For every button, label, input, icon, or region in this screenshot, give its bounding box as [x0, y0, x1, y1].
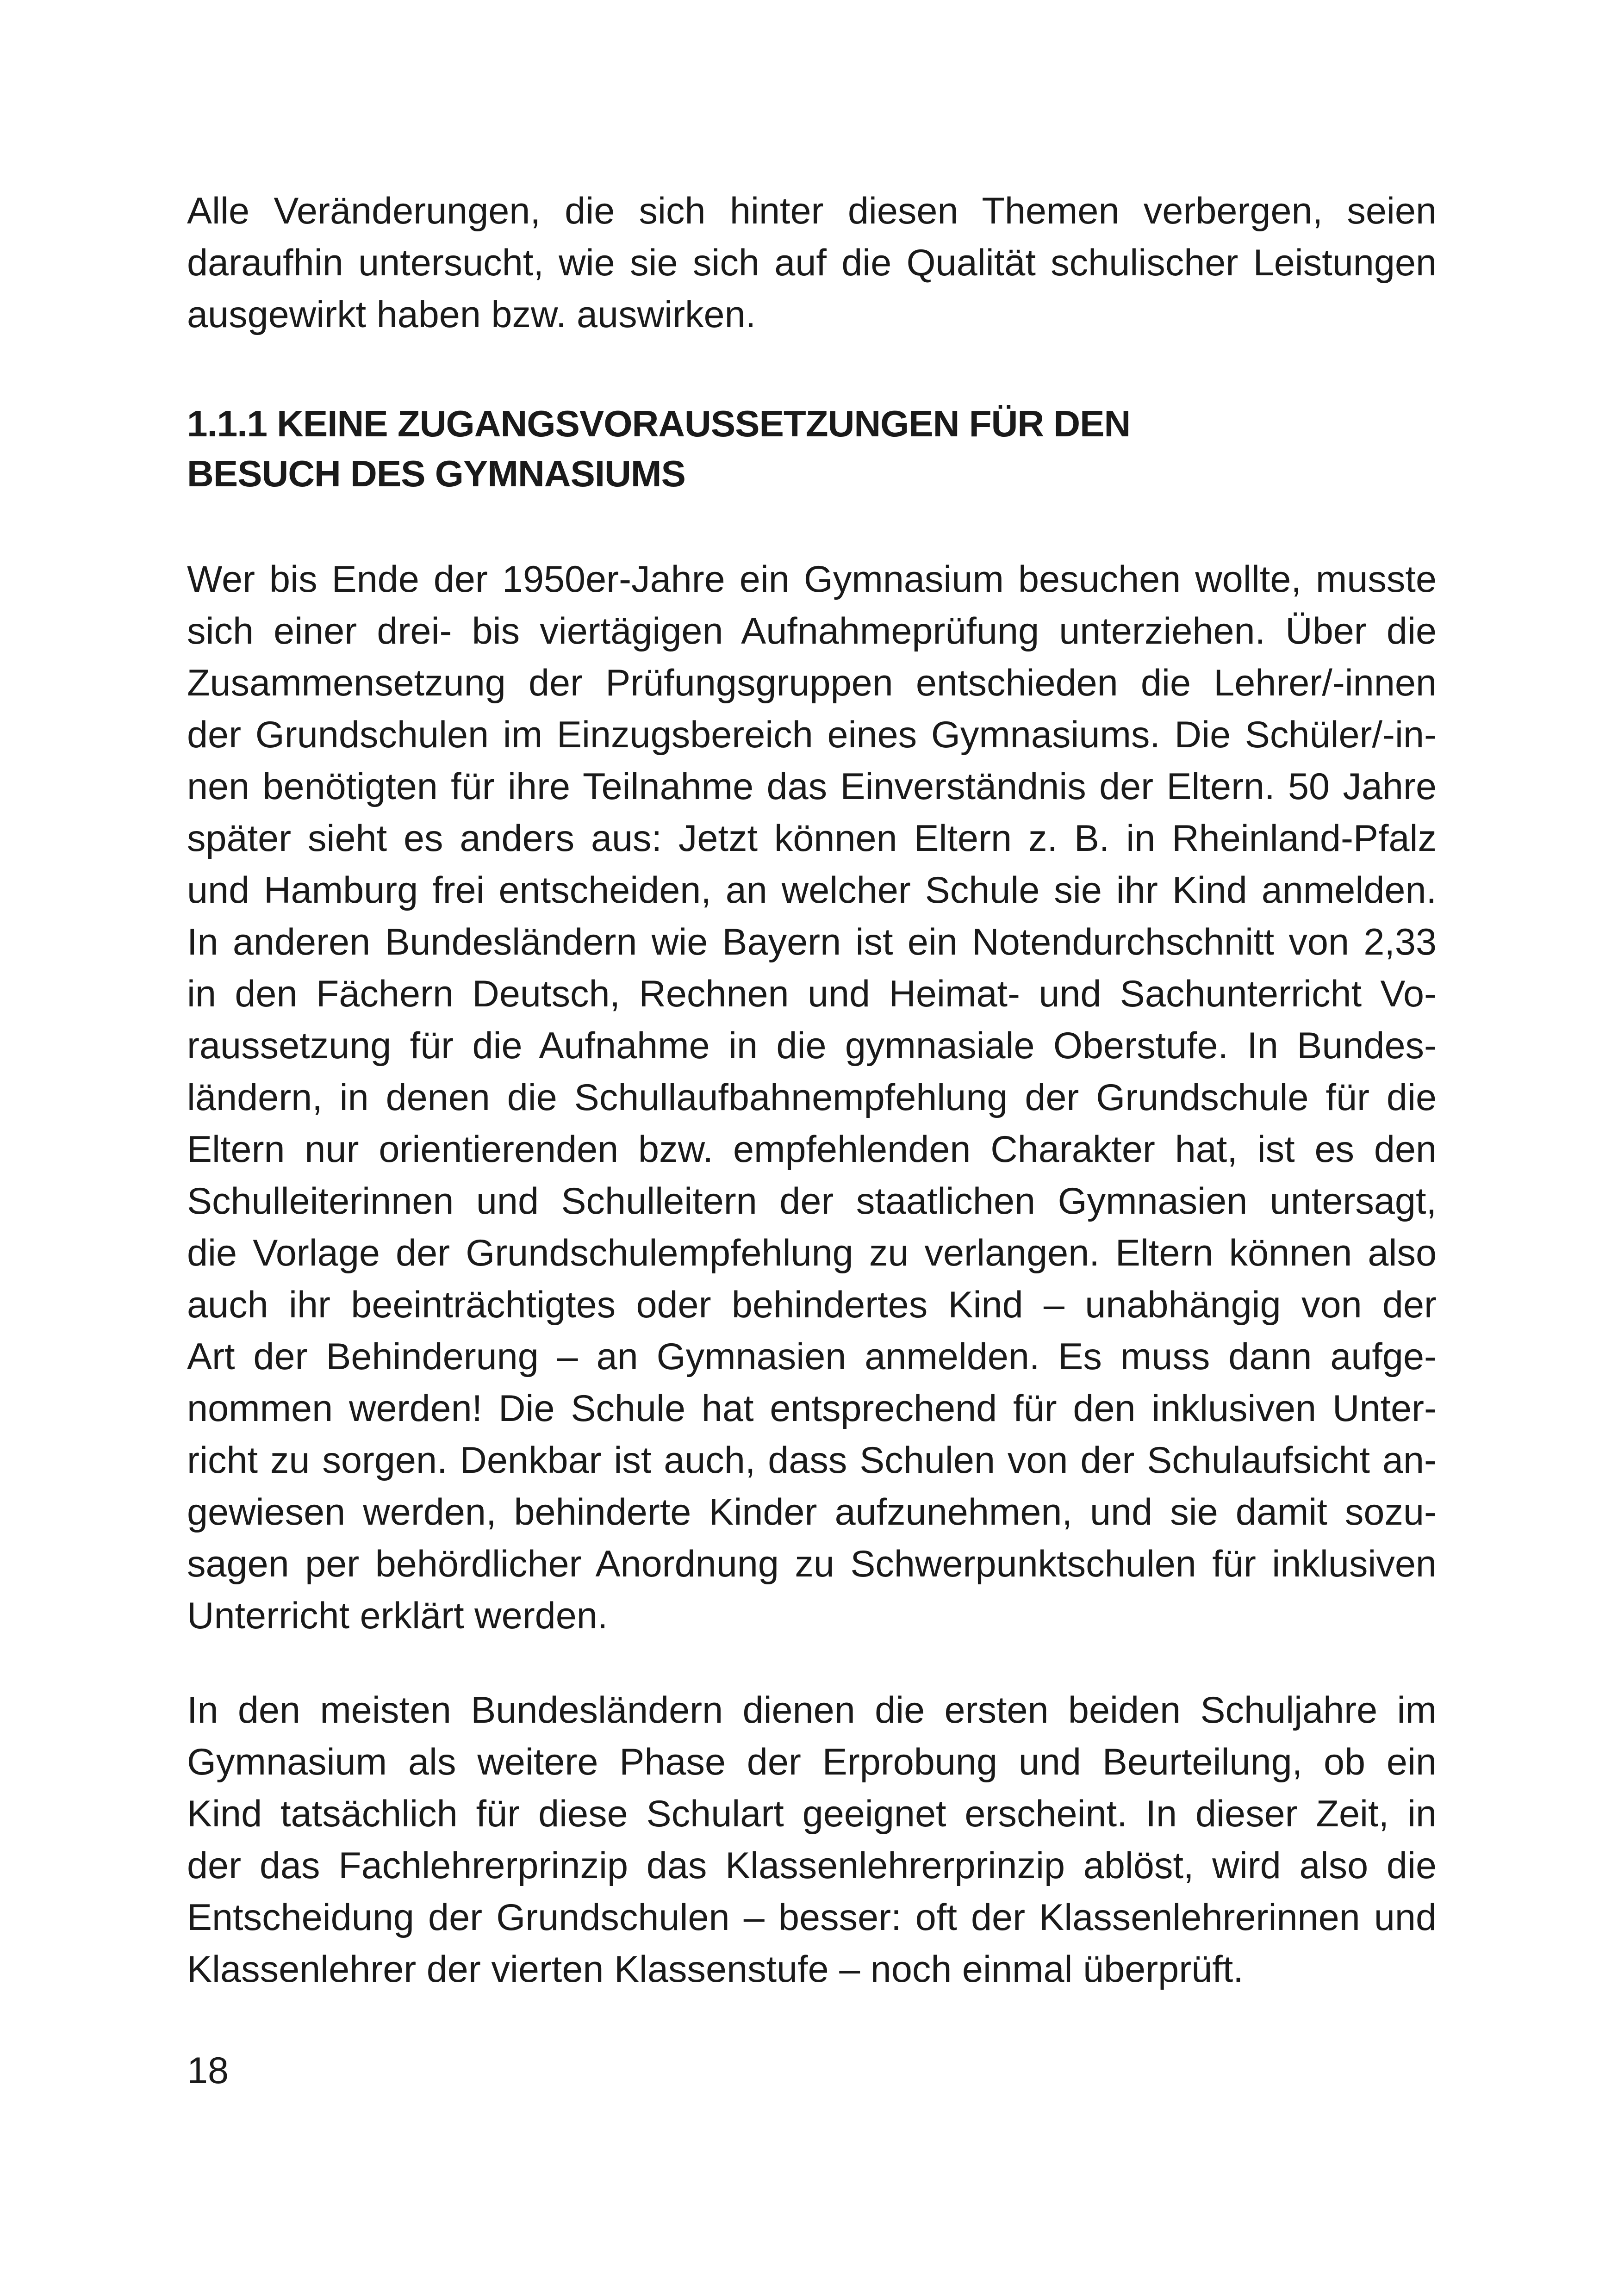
- section-heading: [187, 399, 1437, 499]
- text-line: Klassenlehrer der vierten Klassenstufe – noch einmal überprüft.: [187, 1948, 1244, 1990]
- page-number: 18: [187, 2050, 229, 2091]
- intro-paragraph: [187, 185, 1437, 341]
- text-line: in den Fächern Deutsch, Rechnen und Heimat- und Sachunterricht Vo-: [187, 973, 1437, 1015]
- text-line: auch ihr beeinträchtigtes oder behindertes Kind – unabhängig von der: [187, 1284, 1437, 1326]
- text-line: Wer bis Ende der 1950er-Jahre ein Gymnasium besuchen wollte, musste: [187, 558, 1437, 600]
- text-line: Alle Veränderungen, die sich hinter diesen Themen verbergen, seien: [187, 190, 1437, 232]
- text-line: und Hamburg frei entscheiden, an welcher Schule sie ihr Kind anmelden.: [187, 869, 1437, 911]
- text-line: die Vorlage der Grundschulempfehlung zu verlangen. Eltern können also: [187, 1232, 1437, 1274]
- text-line: der Grundschulen im Einzugsbereich eines Gymnasiums. Die Schüler/-in-: [187, 714, 1437, 756]
- text-line: nen benötigten für ihre Teilnahme das Einverständnis der Eltern. 50 Jahre: [187, 766, 1437, 807]
- text-line: daraufhin untersucht, wie sie sich auf die Qualität schulischer Leistungen: [187, 242, 1437, 284]
- text-line: der das Fachlehrerprinzip das Klassenlehrerprinzip ablöst, wird also die: [187, 1845, 1437, 1886]
- text-line: Entscheidung der Grundschulen – besser: oft der Klassenlehrerinnen und: [187, 1897, 1437, 1938]
- text-line: Schulleiterinnen und Schulleitern der staatlichen Gymnasien untersagt,: [187, 1180, 1437, 1222]
- text-line: Kind tatsächlich für diese Schulart geeignet erscheint. In dieser Zeit, in: [187, 1793, 1437, 1835]
- body-paragraph-2: [187, 1684, 1437, 1995]
- text-line: ausgewirkt haben bzw. auswirken.: [187, 294, 756, 335]
- body-paragraph-1: [187, 553, 1437, 1642]
- text-line: Unterricht erklärt werden.: [187, 1595, 608, 1637]
- text-line: raussetzung für die Aufnahme in die gymnasiale Oberstufe. In Bundes-: [187, 1025, 1437, 1067]
- text-line: richt zu sorgen. Denkbar ist auch, dass Schulen von der Schulaufsicht an-: [187, 1440, 1437, 1481]
- text-line: später sieht es anders aus: Jetzt können Eltern z. B. in Rheinland-Pfalz: [187, 818, 1437, 859]
- text-line: gewiesen werden, behinderte Kinder aufzunehmen, und sie damit sozu-: [187, 1491, 1437, 1533]
- heading-line: 1.1.1 KEINE ZUGANGSVORAUSSETZUNGEN FÜR DEN: [187, 403, 1131, 444]
- text-line: In anderen Bundesländern wie Bayern ist ein Notendurchschnitt von 2,33: [187, 921, 1437, 963]
- heading-line: BESUCH DES GYMNASIUMS: [187, 453, 685, 494]
- text-line: ländern, in denen die Schullaufbahnempfehlung der Grundschule für die: [187, 1077, 1437, 1118]
- text-line: Art der Behinderung – an Gymnasien anmelden. Es muss dann aufge-: [187, 1336, 1437, 1378]
- text-line: nommen werden! Die Schule hat entsprechend für den inklusiven Unter-: [187, 1388, 1437, 1429]
- text-line: sich einer drei- bis viertägigen Aufnahmeprüfung unterziehen. Über die: [187, 610, 1437, 652]
- text-line: sagen per behördlicher Anordnung zu Schwerpunktschulen für inklusiven: [187, 1543, 1437, 1585]
- text-line: Gymnasium als weitere Phase der Erprobung und Beurteilung, ob ein: [187, 1741, 1437, 1783]
- text-line: In den meisten Bundesländern dienen die ersten beiden Schuljahre im: [187, 1689, 1437, 1731]
- text-line: Eltern nur orientierenden bzw. empfehlenden Charakter hat, ist es den: [187, 1129, 1437, 1170]
- text-line: Zusammensetzung der Prüfungsgruppen entschieden die Lehrer/-innen: [187, 662, 1437, 704]
